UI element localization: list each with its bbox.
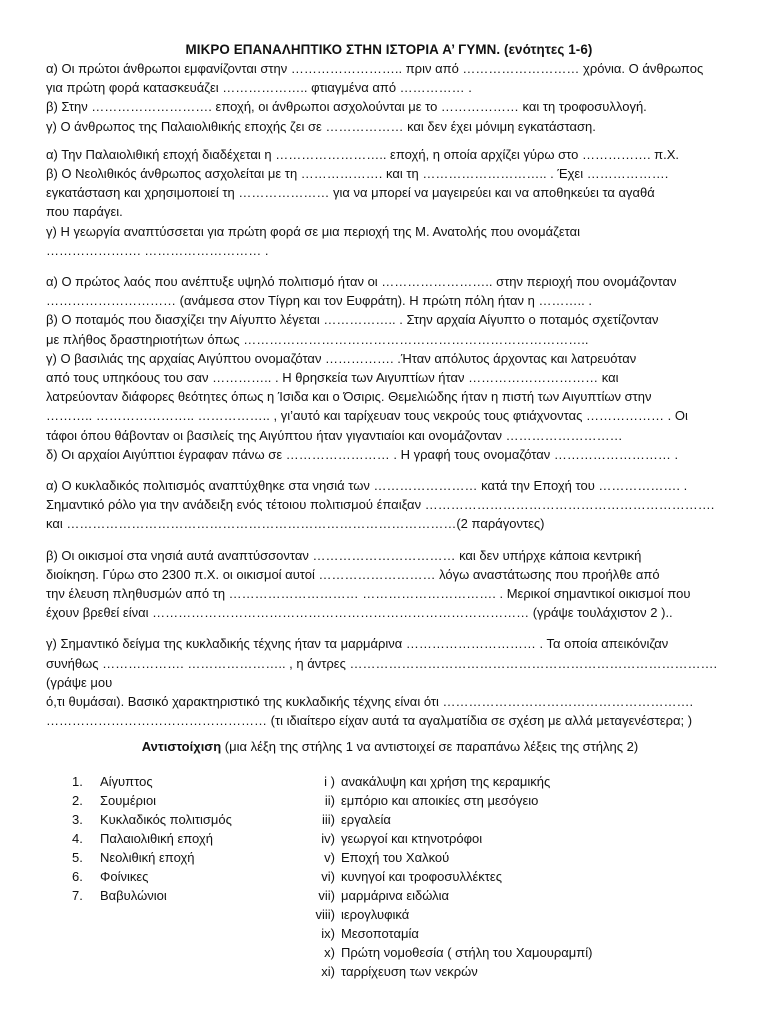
- item-text: Νεολιθική εποχή: [100, 849, 195, 865]
- column1-item: [72, 867, 232, 886]
- text-line: και ………………………………………………………………………………(2 παράγοντες): [46, 516, 545, 532]
- column2-item: [303, 791, 592, 810]
- section-mesopotamia-egypt: [46, 272, 724, 464]
- text-line: γ) Ο βασιλιάς της αρχαίας Αιγύπτου ονομαζόταν ……………. .Ήταν απόλυτος άρχοντας και λατρευόταν: [46, 350, 637, 366]
- item-numeral: v): [324, 849, 335, 865]
- item-text: Μεσοποταμία: [341, 926, 419, 942]
- item-number: 7.: [72, 888, 83, 904]
- section-paleolithic: [46, 59, 724, 136]
- item-number: 5.: [72, 849, 83, 865]
- section-cycladic-c: [46, 634, 724, 730]
- matching-column-2: [303, 772, 592, 982]
- text-line: τάφοι όπου θάβονταν οι βασιλείς της Αιγύπτου ήταν γιγαντιαίοι και ονομάζονταν ………………………: [46, 427, 623, 443]
- item-number: 6.: [72, 868, 83, 884]
- text-line: α) Την Παλαιολιθική εποχή διαδέχεται η …………………….. εποχή, η οποία αρχίζει γύρω στο ……………. π.Χ.: [46, 146, 680, 162]
- section-neolithic: [46, 145, 724, 260]
- item-numeral: ii): [324, 792, 335, 808]
- column2-item: [303, 867, 592, 886]
- text-line: β) Ο Νεολιθικός άνθρωπος ασχολείται με τη ………………. και τη ……………………….. . Έχει ……………….: [46, 166, 669, 182]
- column2-item: [303, 943, 592, 962]
- item-numeral: vi): [321, 868, 335, 884]
- item-numeral: i ): [324, 773, 335, 789]
- matching-title-bold: Αντιστοίχιση: [141, 738, 222, 754]
- worksheet-title: ΜΙΚΡΟ ΕΠΑΝΑΛΗΠΤΙΚΟ ΣΤΗΝ ΙΣΤΟΡΙΑ Α’ ΓΥΜΝ. (ενότητες 1-6): [185, 42, 593, 57]
- item-text: μαρμάρινα ειδώλια: [341, 888, 450, 904]
- column1-item: [72, 886, 232, 905]
- item-text: εμπόριο και αποικίες στη μεσόγειο: [341, 792, 539, 808]
- column2-item: [303, 829, 592, 848]
- section-cycladic-b: [46, 546, 724, 623]
- text-line: Σημαντικό ρόλο για την ανάδειξη ενός τέτοιου πολιτισμού έπαιξαν ………………………………………………………….: [46, 497, 715, 513]
- section-cycladic-a: [46, 476, 724, 534]
- item-text: εργαλεία: [341, 811, 391, 827]
- text-line: με πλήθος δραστηριοτήτων όπως ……………………………………………………………………..: [46, 331, 589, 347]
- text-line: διοίκηση. Γύρω στο 2300 π.Χ. οι οικισμοί αυτοί ……………………… λόγω αναστάτωσης που προήλθε από: [46, 566, 660, 582]
- text-line: ………………………… (ανάμεσα στον Τίγρη και τον Ευφράτη). Η πρώτη πόλη ήταν η ……….. .: [46, 293, 592, 309]
- column1-item: [72, 848, 232, 867]
- item-text: ιερογλυφικά: [341, 907, 410, 923]
- column2-item: [303, 886, 592, 905]
- text-line: …………………………………………… (τι ιδιαίτερο είχαν αυτά τα αγαλματίδια σε σχέση με αλλά μεταγενέστερα; ): [46, 713, 693, 729]
- text-line: εγκατάσταση και χρησιμοποιεί τη ………………… για να μπορεί να μαγειρεύει και να αποθηκεύει τα αγαθά: [46, 185, 655, 201]
- text-line: για πρώτη φορά κατασκευάζει ……………….. φτιαγμένα από …………… .: [46, 80, 472, 96]
- item-numeral: viii): [315, 907, 335, 923]
- text-line: ό,τι θυμάσαι). Βασικό χαρακτηριστικό της κυκλαδικής τέχνης είναι ότι ………………………………………………….: [46, 694, 694, 710]
- matching-exercise: [46, 772, 724, 992]
- text-line: δ) Οι αρχαίοι Αιγύπτιοι έγραφαν πάνω σε …………………… . Η γραφή τους ονομαζόταν ……………………… .: [46, 446, 679, 462]
- item-text: Σουμέριοι: [100, 792, 157, 808]
- item-text: Εποχή του Χαλκού: [341, 849, 450, 865]
- text-line: την έλευση πληθυσμών από τη ………………………… …………………………. . Μερικοί σημαντικοί οικισμοί που: [46, 586, 691, 602]
- column2-item: [303, 848, 592, 867]
- item-text: κυνηγοί και τροφοσυλλέκτες: [341, 868, 502, 884]
- text-line: β) Στην ………………………. εποχή, οι άνθρωποι ασχολούνται με το ……………… και τη τροφοσυλλογή.: [46, 99, 647, 115]
- item-numeral: xi): [321, 964, 335, 980]
- text-line: …………………. ……………………… .: [46, 242, 269, 258]
- column2-item: [303, 924, 592, 943]
- item-number: 2.: [72, 792, 83, 808]
- item-text: Αίγυπτος: [100, 773, 153, 789]
- text-line: α) Οι πρώτοι άνθρωποι εμφανίζονται στην …………………….. πριν από ……………………… χρόνια. Ο άνθρωπος: [46, 61, 704, 76]
- item-text: Κυκλαδικός πολιτισμός: [100, 811, 232, 827]
- text-line: λατρεύονταν διάφορες θεότητες όπως η Ίσιδα και ο Όσιρις. Θεμελιώδης ήταν η πιστή των Αιγυπτίων στην: [46, 389, 652, 405]
- item-text: γεωργοί και κτηνοτρόφοι: [341, 830, 483, 846]
- column1-item: [72, 810, 232, 829]
- item-text: Βαβυλώνιοι: [100, 888, 167, 904]
- column2-item: [303, 962, 592, 981]
- item-number: 3.: [72, 811, 83, 827]
- item-text: Φοίνικες: [100, 868, 149, 884]
- item-text: Παλαιολιθική εποχή: [100, 830, 213, 846]
- matching-title-rest: (μια λέξη της στήλης 1 να αντιστοιχεί σε παραπάνω λέξεις της στήλης 2): [221, 738, 639, 754]
- text-line: έχουν βρεθεί είναι …………………………………………………………………………… (γράψε τουλάχιστον 2 )..: [46, 605, 673, 621]
- text-line: γ) Η γεωργία αναπτύσσεται για πρώτη φορά σε μια περιοχή της Μ. Ανατολής που ονομάζεται: [46, 223, 581, 239]
- column2-item: [303, 905, 592, 924]
- column1-item: [72, 791, 232, 810]
- item-numeral: iii): [322, 811, 335, 827]
- item-text: ανακάλυψη και χρήση της κεραμικής: [341, 773, 551, 789]
- column1-item: [72, 772, 232, 791]
- item-numeral: ix): [321, 926, 335, 942]
- text-line: που παράγει.: [46, 204, 123, 220]
- item-number: 1.: [72, 773, 83, 789]
- column1-item: [72, 829, 232, 848]
- text-line: συνήθως ………………. ………………….. , η άντρες …………………………………………………………………………. (γράψε μου: [46, 655, 718, 690]
- item-numeral: vii): [318, 888, 335, 904]
- matching-column-1: [72, 772, 232, 906]
- text-line: α) Ο πρώτος λαός που ανέπτυξε υψηλό πολιτισμό ήταν οι …………………….. στην περιοχή που ονομάζονταν: [46, 274, 677, 290]
- item-text: ταρρίχευση των νεκρών: [341, 964, 478, 980]
- text-line: β) Οι οικισμοί στα νησιά αυτά αναπτύσσονταν …………………………… και δεν υπήρχε κάποια κεντρική: [46, 547, 642, 563]
- text-line: γ) Σημαντικό δείγμα της κυκλαδικής τέχνης ήταν τα μαρμάρινα ………………………… . Τα οποία απεικόνιζαν: [46, 636, 669, 652]
- matching-title: [56, 739, 724, 754]
- item-numeral: iv): [321, 830, 335, 846]
- item-text: Πρώτη νομοθεσία ( στήλη του Χαμουραμπί): [341, 945, 593, 961]
- text-line: ……….. ………………….. …………….. , γι’αυτό και ταρίχευαν τους νεκρούς τους φτιάχνοντας ……………… . Οι: [46, 408, 688, 424]
- item-number: 4.: [72, 830, 83, 846]
- text-line: από τους υπηκόους του σαν ………….. . Η θρησκεία των Αιγυπτίων ήταν ………………………… και: [46, 370, 619, 386]
- text-line: γ) Ο άνθρωπος της Παλαιολιθικής εποχής ζει σε ……………… και δεν έχει μόνιμη εγκατάσταση.: [46, 118, 596, 134]
- text-line: α) Ο κυκλαδικός πολιτισμός αναπτύχθηκε στα νησιά των …………………… κατά την Εποχή του ………………. .: [46, 478, 688, 494]
- item-numeral: x): [324, 945, 335, 961]
- column2-item: [303, 772, 592, 791]
- text-line: β) Ο ποταμός που διασχίζει την Αίγυπτο λέγεται …………….. . Στην αρχαία Αίγυπτο ο ποταμός σχετίζονταν: [46, 312, 659, 328]
- column2-item: [303, 810, 592, 829]
